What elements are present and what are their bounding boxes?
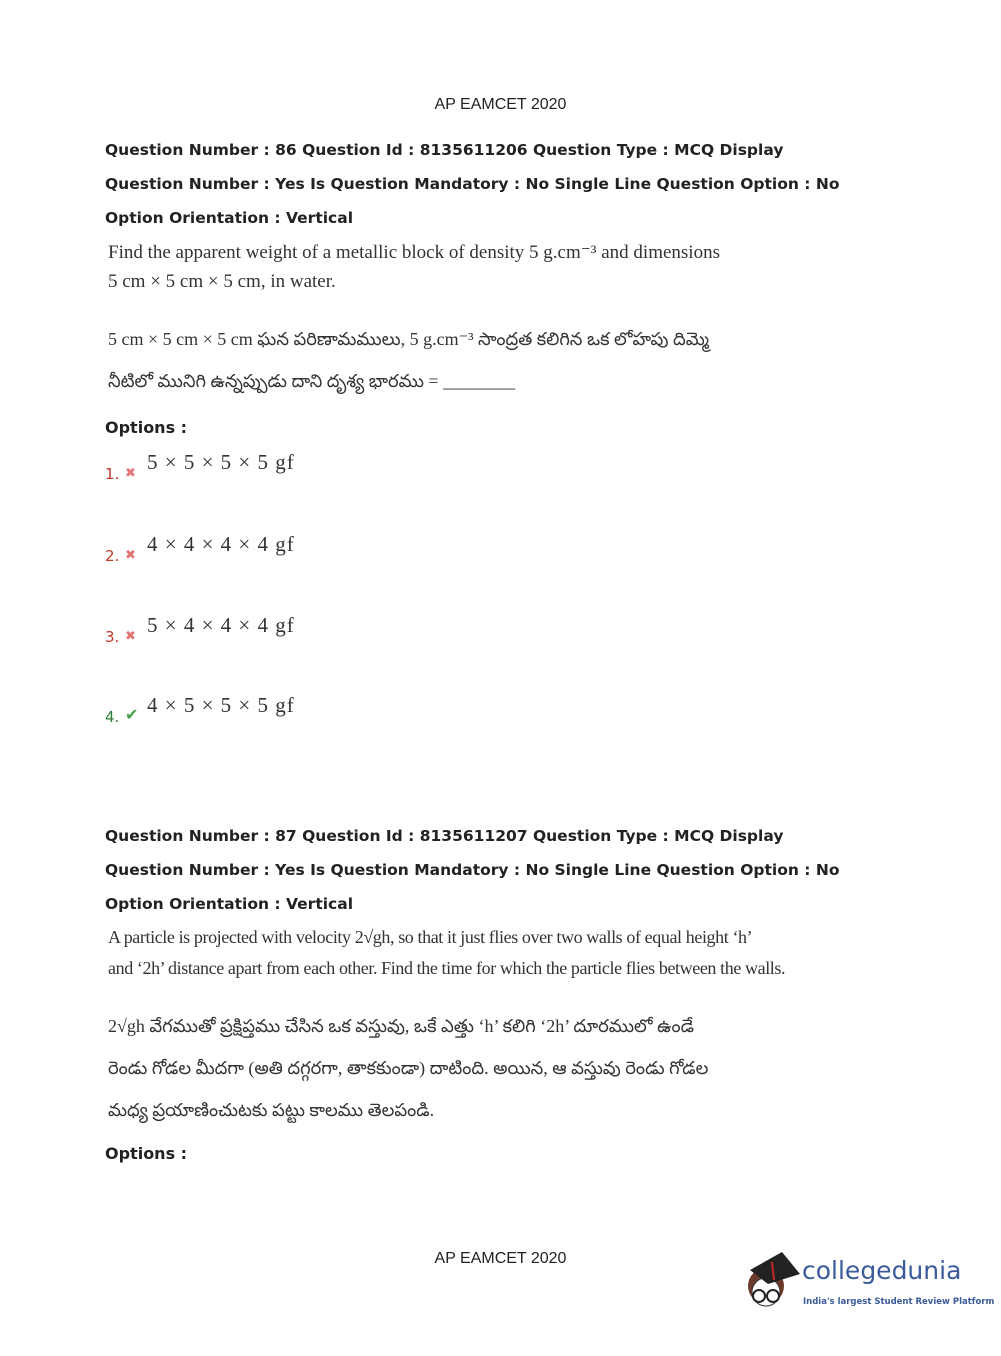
- mascot-icon: [742, 1248, 802, 1318]
- question-87-telugu: 2√gh వేగముతో ప్రక్షిప్తము చేసిన ఒక వస్తువు, ఒకే ఎత్తు ‘h’ కలిగి ‘2h’ దూరములో ఉండే రెండు గోడల మీదగా (అతి దగ్గరగా, తాకకుండా) దాటింది. అయిన, ఆ వస్తువు రెండు గోడల మధ్య ప్రయాణించుటకు పట్టు కాలము తెలపండి.: [108, 1016, 709, 1120]
- question-87-options-label: Options :: [105, 1144, 188, 1163]
- question-86-options-label: Options :: [105, 418, 188, 437]
- option-1[interactable]: [105, 450, 295, 483]
- option-2[interactable]: [105, 532, 295, 565]
- option-number: 2.: [105, 547, 120, 565]
- logo-tagline: India's largest Student Review Platform: [803, 1297, 995, 1307]
- option-text: 4 × 4 × 4 × 4 gf: [147, 532, 295, 556]
- option-4[interactable]: [105, 693, 295, 726]
- collegedunia-logo: [742, 1248, 995, 1318]
- page-footer: AP EAMCET 2020: [434, 1250, 567, 1267]
- question-87-meta: Question Number : 87 Question Id : 8135611207 Question Type : MCQ Display Question Number : Yes Is Question Mandatory : No Single Line Question Option : No Option Orientation : Vertical: [105, 827, 840, 913]
- question-87-text-line1: A particle is projected with velocity 2√gh, so that it just flies over two walls of equal height ‘h’: [108, 927, 753, 947]
- option-number: 3.: [105, 628, 120, 646]
- question-87-text-line2: and ‘2h’ distance apart from each other. Find the time for which the particle flies between the walls.: [108, 958, 786, 978]
- wrong-icon: ✖: [125, 466, 136, 481]
- question-86-telugu: 5 cm × 5 cm × 5 cm ఘన పరిణామములు, 5 g.cm⁻³ సాంద్రత కలిగిన ఒక లోహపు దిమ్మె నీటిలో మునిగి ఉన్నప్పుడు దాని దృశ్య భారము = ________: [108, 329, 710, 391]
- page-header: AP EAMCET 2020: [434, 96, 567, 113]
- logo-brand: collegedunia: [802, 1256, 962, 1285]
- option-number: 4.: [105, 708, 120, 726]
- wrong-icon: ✖: [125, 548, 136, 563]
- option-text: 4 × 5 × 5 × 5 gf: [147, 693, 295, 717]
- check-icon: ✔: [125, 705, 139, 724]
- question-86-meta: Question Number : 86 Question Id : 8135611206 Question Type : MCQ Display Question Number : Yes Is Question Mandatory : No Single Line Question Option : No Option Orientation : Vertical: [105, 141, 840, 227]
- option-text: 5 × 5 × 5 × 5 gf: [147, 450, 295, 474]
- question-86-text-line2: 5 cm × 5 cm × 5 cm, in water.: [108, 271, 336, 292]
- option-number: 1.: [105, 465, 120, 483]
- option-3[interactable]: [105, 613, 295, 646]
- wrong-icon: ✖: [125, 629, 136, 644]
- question-86-text-line1: Find the apparent weight of a metallic block of density 5 g.cm⁻³ and dimensions: [108, 242, 720, 263]
- option-text: 5 × 4 × 4 × 4 gf: [147, 613, 295, 637]
